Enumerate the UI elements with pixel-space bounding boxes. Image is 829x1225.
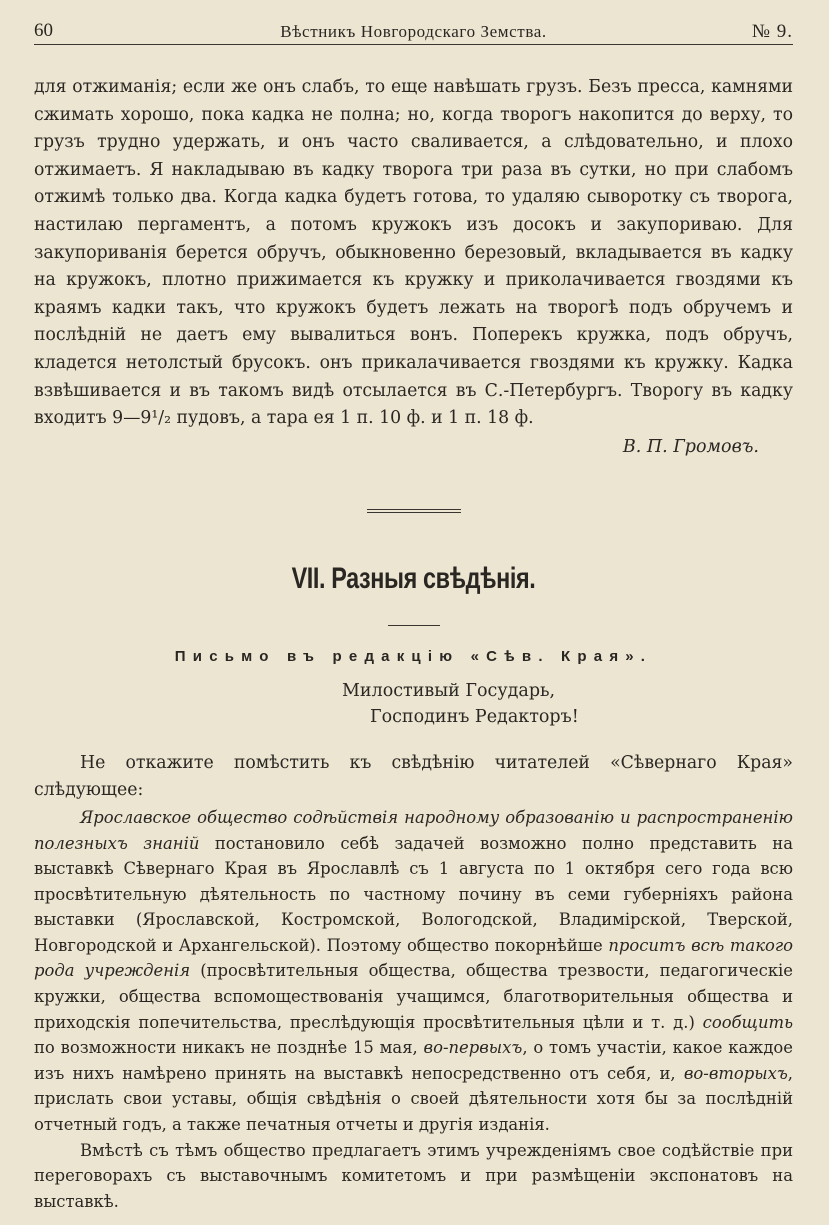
paragraph-2-text-d: , о томъ участіи, какое каждое изъ нихъ намѣрено принять на выставкѣ непосредственно отъ себя, и,: [34, 1038, 793, 1083]
letter-title: Письмо въ редакцію «Сѣв. Края».: [174, 647, 653, 665]
issue-number: № 9.: [751, 21, 793, 42]
journal-title: Вѣстникъ Новгородскаго Земства.: [280, 22, 547, 41]
society-name: Ярославское общество содѣйствія народному образованію и распространенію полезныхъ знаній: [34, 807, 793, 853]
emphasis-communicate: сообщить: [702, 1012, 793, 1032]
previous-article: [34, 74, 793, 461]
letter-salutation: [34, 678, 793, 730]
emphasis-firstly: во-первыхъ: [423, 1038, 523, 1058]
letter-body: [34, 750, 793, 1215]
letter-paragraph-1: Не откажите помѣстить къ свѣдѣнію читателей «Сѣвернаго Края» слѣдующее:: [34, 752, 793, 801]
header-rule: [34, 44, 793, 45]
salutation-line-2: Господинъ Редакторъ!: [370, 706, 579, 727]
running-header: [34, 0, 793, 46]
section-divider: [367, 509, 461, 513]
salutation-line-1: Милостивый Государь,: [342, 680, 556, 701]
page-number: 60: [34, 20, 53, 41]
paragraph-2-text-c: по возможности никакъ не позднѣе 15 мая,: [34, 1038, 424, 1058]
letter-paragraph-2: [34, 805, 793, 1138]
author-signature: В. П. Громовъ.: [622, 436, 759, 457]
emphasis-secondly: во-вторыхъ: [683, 1063, 788, 1083]
paragraph-2-text-b: (просвѣтительныя общества, общества трезвости, педагогическіе кружки, общества вспомоществованія учащимся, благотворительныя общества и приходскія попечительства, преслѣдующія просвѣтительныя цѣли и т. д.): [34, 961, 794, 1032]
paragraph-2-text-a: постановило себѣ задачей возможно полно представить на выставкѣ Сѣвернаго Края въ Ярославлѣ съ 1 августа по 1 октября сего года всю просвѣтительную дѣятельность по частному почину въ семи губерніяхъ района выставки (Ярославской, Костромской, Вологодской, Владимірской, Тверской, Новгородской и Архангельской). Поэтому общество покорнѣйше: [34, 833, 793, 955]
section-heading: VII. Разныя свѣдѣнія.: [291, 561, 536, 595]
paragraph-2-text-e: , прислать свои уставы, общія свѣдѣнія о своей дѣятельности хотя бы за послѣдній отчетный годъ, а также печатныя отчеты и другія изданія.: [34, 1063, 793, 1135]
letter-paragraph-3: Вмѣстѣ съ тѣмъ общество предлагаетъ этимъ учрежденіямъ свое содѣйствіе при переговорахъ съ выставочнымъ комитетомъ и при размѣщеніи экспонатовъ на выставкѣ.: [34, 1140, 793, 1211]
heading-rule: [388, 625, 440, 626]
emphasis-request: проситъ всѣ такого рода учрежденія: [34, 935, 794, 981]
article-paragraph: для отжиманія; если же онъ слабъ, то еще навѣшать грузъ. Безъ пресса, камнями сжимать хорошо, пока кадка не полна; но, когда творогъ накопится до верху, то грузъ трудно удержать, и онъ часто сваливается, а слѣдовательно, и плохо отжимаетъ. Я накладываю въ кадку творога три раза въ сутки, но при слабомъ отжимѣ только два. Когда кадка будетъ готова, то удаляю сыворотку съ творога, настилаю пергаментъ, а потомъ кружокъ изъ досокъ и закупориваю. Для закупориванія берется обручъ, обыкновенно березовый, вкладывается въ кадку на кружокъ, плотно прижимается къ кружку и приколачивается гвоздями къ краямъ кадки такъ, что кружокъ будетъ лежать на творогѣ подъ обручемъ и послѣдній не даетъ ему вывалиться вонъ. Поперекъ кружка, подъ обручъ, кладется нетолстый брусокъ. онъ прикалачивается гвоздями къ кружку. Кадка взвѣшивается и въ такомъ видѣ отсылается въ С.-Петербургъ. Творогу въ кадку входитъ 9—9¹/₂ пудовъ, а тара ея 1 п. 10 ф. и 1 п. 18 ф.: [34, 77, 793, 429]
